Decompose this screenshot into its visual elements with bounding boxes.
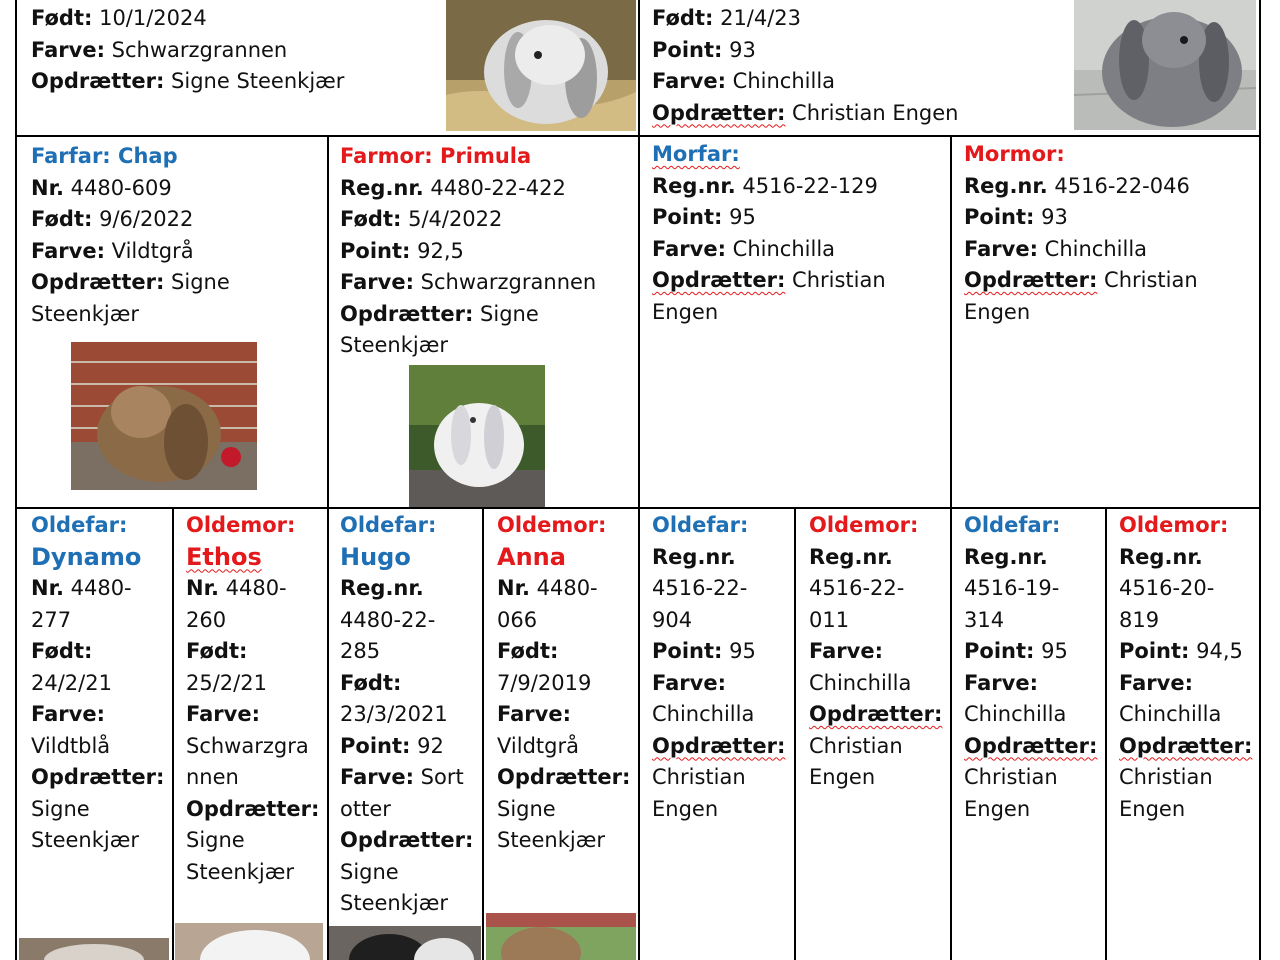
gg8-role: Oldemor: [1119, 513, 1229, 537]
gg1-born-label: Født: [31, 639, 93, 663]
morfar-heading: Morfar: [652, 142, 740, 166]
gg2-born: 25/2/21 [186, 670, 267, 695]
gg5-breeder-label: Opdrætter: [652, 733, 786, 758]
gg7-breeder-cont: Engen [964, 796, 1031, 821]
mormor-card [964, 139, 1198, 328]
mother-color: Farve: Chinchilla [652, 69, 836, 93]
gg4-breeder-cont: Steenkjær [497, 828, 605, 852]
grid-row-line-2 [15, 507, 1261, 509]
mormor-breeder-cont: Engen [964, 299, 1031, 324]
gg4-color-label: Farve: [497, 702, 571, 726]
gg2-rabbit-photo [175, 923, 323, 960]
gg6-color-label: Farve: [809, 639, 883, 663]
gg3-color-cont: otter [340, 796, 391, 821]
gg4-born-label: Født: [497, 639, 559, 663]
farfar-rabbit-photo [71, 342, 257, 490]
gg2-born-label: Født: [186, 639, 248, 663]
gg8-breeder-cont: Engen [1119, 796, 1186, 821]
gg4-nr: Nr. 4480- [497, 576, 598, 600]
gg3-regnr-label: Reg.nr. [340, 576, 424, 600]
gg2-name: Ethos [186, 542, 262, 571]
morfar-points: Point: 95 [652, 205, 756, 229]
gg3-points: Point: 92 [340, 733, 444, 758]
gg8-regnr: 4516-20- [1119, 576, 1215, 600]
mormor-heading: Mormor: [964, 142, 1065, 166]
father-card [31, 3, 344, 98]
gg2-nr: Nr. 4480- [186, 576, 287, 600]
mormor-breeder: Opdrætter: Christian [964, 268, 1198, 292]
gg1-breeder-cont: Steenkjær [31, 828, 139, 852]
morfar-regnr: Reg.nr. 4516-22-129 [652, 173, 878, 198]
grid-col-line-grandparents-2 [950, 135, 952, 960]
gg3-regnr: 4480-22- [340, 607, 436, 632]
gg1-born: 24/2/21 [31, 670, 112, 695]
gg7-regnr: 4516-19- [964, 576, 1060, 600]
gg4-rabbit-photo [486, 913, 636, 960]
gg4-breeder-label: Opdrætter: [497, 765, 631, 789]
gg5-points: Point: 95 [652, 639, 756, 663]
gg2-card [186, 510, 319, 888]
gg7-color-label: Farve: [964, 670, 1038, 695]
gg4-nr-cont: 066 [497, 607, 538, 632]
gg5-color-label: Farve: [652, 670, 726, 695]
mormor-regnr: Reg.nr. 4516-22-046 [964, 173, 1190, 198]
farfar-breeder-cont: Steenkjær [31, 301, 139, 326]
gg7-breeder-label: Opdrætter: [964, 733, 1098, 758]
gg7-regnr-cont: 314 [964, 607, 1005, 632]
mother-points: Point: 93 [652, 37, 756, 62]
gg2-nr-cont: 260 [186, 607, 227, 632]
gg1-role: Oldefar: [31, 513, 128, 537]
gg5-regnr-label: Reg.nr. [652, 544, 736, 569]
gg2-color-label: Farve: [186, 702, 260, 726]
gg3-role: Oldefar: [340, 513, 437, 537]
gg4-card [497, 510, 630, 857]
farmor-points: Point: 92,5 [340, 238, 464, 263]
gg6-regnr-label: Reg.nr. [809, 544, 893, 569]
gg8-color: Chinchilla [1119, 702, 1222, 726]
gg4-name: Anna [497, 542, 566, 571]
morfar-color: Farve: Chinchilla [652, 236, 836, 261]
gg6-breeder-label: Opdrætter: [809, 702, 943, 726]
farfar-color: Farve: Vildtgrå [31, 238, 194, 263]
gg3-breeder-cont: Steenkjær [340, 891, 448, 915]
gg2-role: Oldemor: [186, 513, 296, 537]
gg5-breeder: Christian [652, 765, 746, 789]
gg5-card [652, 510, 785, 825]
gg7-points: Point: 95 [964, 639, 1068, 663]
farfar-card [31, 141, 230, 330]
gg1-breeder-label: Opdrætter: [31, 765, 165, 789]
gg5-color: Chinchilla [652, 702, 755, 726]
gg6-role: Oldemor: [809, 513, 919, 537]
gg8-regnr-label: Reg.nr. [1119, 544, 1203, 569]
gg1-card [31, 510, 164, 857]
morfar-breeder-cont: Engen [652, 299, 719, 324]
gg7-role: Oldefar: [964, 513, 1061, 537]
grid-col-line-gg-1 [172, 507, 174, 960]
gg1-rabbit-photo [19, 938, 169, 960]
gg1-nr: Nr. 4480- [31, 576, 132, 600]
grid-col-line-grandparents-1 [327, 135, 329, 960]
gg5-role: Oldefar: [652, 513, 749, 537]
gg6-color: Chinchilla [809, 670, 912, 695]
gg3-card [340, 510, 473, 920]
gg2-color-cont: nnen [186, 765, 239, 789]
grid-middle-line [638, 0, 640, 960]
father-rabbit-photo [446, 0, 636, 131]
grid-right-border [1259, 0, 1261, 960]
gg3-breeder-label: Opdrætter: [340, 828, 474, 852]
gg8-color-label: Farve: [1119, 670, 1193, 695]
gg4-born: 7/9/2019 [497, 670, 592, 695]
gg2-breeder: Signe [186, 828, 245, 852]
gg8-breeder: Christian [1119, 765, 1213, 789]
gg2-color: Schwarzgra [186, 733, 309, 758]
mother-born: Født: 21/4/23 [652, 6, 802, 30]
mormor-points: Point: 93 [964, 205, 1068, 229]
gg2-breeder-cont: Steenkjær [186, 859, 294, 884]
gg3-rabbit-photo [329, 926, 481, 960]
gg6-breeder: Christian [809, 733, 903, 758]
gg6-card [809, 510, 942, 794]
farmor-born: Født: 5/4/2022 [340, 207, 503, 231]
gg8-breeder-label: Opdrætter: [1119, 733, 1253, 758]
gg2-breeder-label: Opdrætter: [186, 796, 320, 821]
gg3-regnr-cont: 285 [340, 639, 381, 663]
farfar-born: Født: 9/6/2022 [31, 207, 194, 231]
farmor-card [340, 141, 596, 362]
mother-breeder: Opdrætter: Christian Engen [652, 100, 959, 125]
gg3-born-label: Født: [340, 670, 402, 695]
gg1-breeder: Signe [31, 796, 90, 821]
gg5-regnr: 4516-22- [652, 576, 748, 600]
morfar-card [652, 139, 886, 328]
gg3-color: Farve: Sort [340, 765, 464, 789]
gg8-points: Point: 94,5 [1119, 639, 1243, 663]
farmor-breeder-cont: Steenkjær [340, 333, 448, 357]
grid-col-line-gg-2 [482, 507, 484, 960]
grid-col-line-gg-4 [1105, 507, 1107, 960]
gg3-name: Hugo [340, 542, 411, 571]
father-color: Farve: Schwarzgrannen [31, 37, 288, 62]
morfar-breeder: Opdrætter: Christian [652, 268, 886, 292]
gg5-breeder-cont: Engen [652, 796, 719, 821]
gg3-born: 23/3/2021 [340, 702, 448, 726]
father-born: Født: 10/1/2024 [31, 6, 207, 30]
gg7-breeder: Christian [964, 765, 1058, 789]
gg4-color: Vildtgrå [497, 733, 579, 758]
gg3-breeder: Signe [340, 859, 399, 884]
grid-left-border [15, 0, 17, 960]
farfar-breeder: Opdrætter: Signe [31, 270, 230, 294]
gg1-color: Vildtblå [31, 733, 111, 758]
gg1-name: Dynamo [31, 542, 142, 571]
gg4-breeder: Signe [497, 796, 556, 821]
mormor-color: Farve: Chinchilla [964, 236, 1148, 261]
grid-col-line-gg-3 [794, 507, 796, 960]
farmor-breeder: Opdrætter: Signe [340, 301, 539, 326]
gg8-card [1119, 510, 1252, 825]
mother-card [652, 3, 959, 129]
gg1-nr-cont: 277 [31, 607, 72, 632]
gg6-regnr: 4516-22- [809, 576, 905, 600]
father-breeder: Opdrætter: Signe Steenkjær [31, 69, 345, 93]
gg6-regnr-cont: 011 [809, 607, 850, 632]
gg8-regnr-cont: 819 [1119, 607, 1160, 632]
farfar-heading: Farfar: Chap [31, 144, 178, 168]
gg7-color: Chinchilla [964, 702, 1067, 726]
gg4-role: Oldemor: [497, 513, 607, 537]
gg7-regnr-label: Reg.nr. [964, 544, 1048, 569]
grid-row-line-1 [15, 135, 1261, 137]
gg1-color-label: Farve: [31, 702, 105, 726]
farfar-nr: Nr. 4480-609 [31, 175, 172, 200]
gg5-regnr-cont: 904 [652, 607, 693, 632]
gg6-breeder-cont: Engen [809, 765, 876, 789]
farmor-color: Farve: Schwarzgrannen [340, 270, 597, 294]
farmor-heading: Farmor: Primula [340, 144, 532, 168]
gg7-card [964, 510, 1097, 825]
farmor-regnr: Reg.nr. 4480-22-422 [340, 175, 566, 200]
mother-rabbit-photo [1074, 0, 1256, 130]
farmor-rabbit-photo [409, 365, 545, 507]
